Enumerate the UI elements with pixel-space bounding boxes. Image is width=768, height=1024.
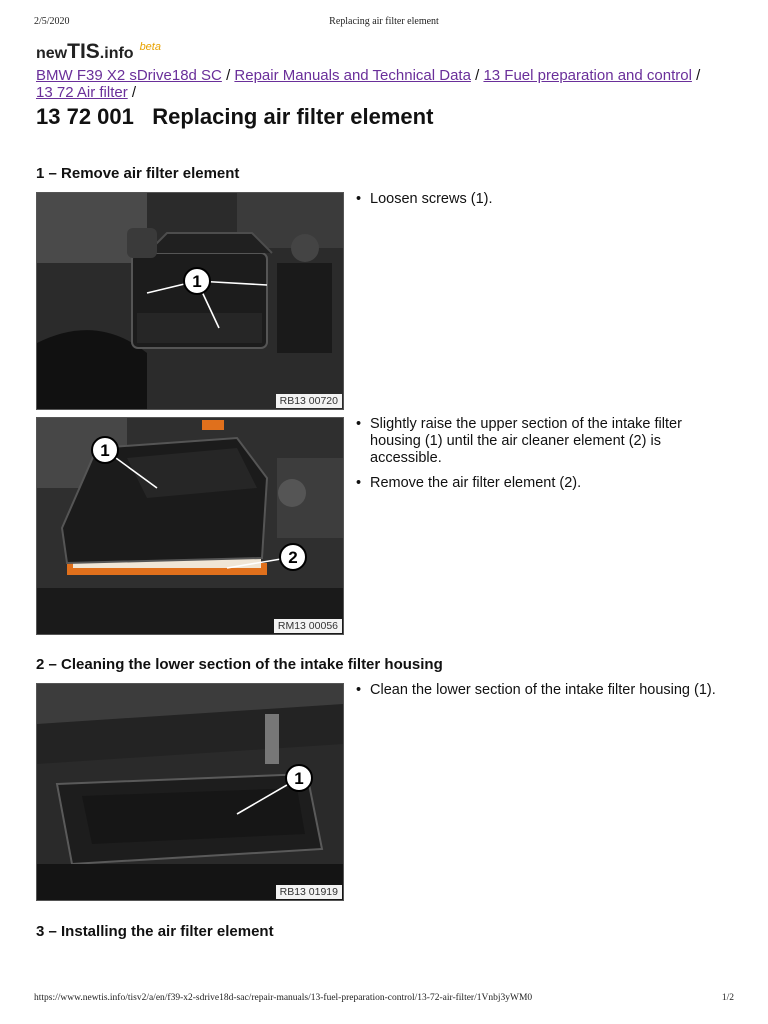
photo-raise-housing: [36, 417, 344, 635]
breadcrumb-separator: /: [475, 67, 480, 84]
image-code: RB13 00720: [276, 394, 342, 408]
instruction-item: • Remove the air filter element (2).: [352, 475, 722, 492]
page-title: 13 72 001 Replacing air filter element: [36, 104, 434, 129]
instruction-item: • Loosen screws (1).: [352, 191, 722, 208]
print-header: [34, 16, 734, 30]
breadcrumb-link-air-filter[interactable]: 13 72 Air filter: [36, 84, 128, 101]
callout-1: 1: [192, 272, 202, 291]
step-instructions-1: [352, 191, 722, 216]
image-code: RB13 01919: [276, 885, 342, 899]
breadcrumb-separator: /: [696, 67, 701, 84]
breadcrumb-separator: /: [131, 84, 137, 101]
instruction-item: • Clean the lower section of the intake filter housing (1).: [352, 682, 722, 699]
engine-bay-illustration: [37, 684, 343, 900]
callout-1: 1: [100, 441, 110, 460]
print-title: Replacing air filter element: [329, 16, 439, 27]
engine-bay-illustration: [37, 418, 343, 634]
site-logo[interactable]: [36, 40, 161, 64]
instruction-item: • Slightly raise the upper section of the intake filter housing (1) until the air cleaner element (2) is accessible.: [352, 416, 722, 467]
photo-remove-screws: [36, 192, 344, 410]
logo-suffix: .info: [99, 45, 134, 62]
image-code: RM13 00056: [274, 619, 342, 633]
print-footer: [34, 993, 734, 1007]
breadcrumb-link-repair-manuals[interactable]: Repair Manuals and Technical Data: [234, 67, 471, 84]
beta-badge: beta: [139, 41, 161, 53]
callout-2: 2: [288, 548, 298, 567]
section-heading-installing: 3 – Installing the air filter element: [36, 923, 274, 940]
photo-lower-housing: [36, 683, 344, 901]
step-instructions-2: [352, 416, 722, 500]
print-date: 2/5/2020: [34, 16, 70, 27]
breadcrumb: [36, 67, 736, 101]
logo-prefix: new: [36, 45, 68, 62]
logo-brand: TIS: [67, 40, 100, 63]
section-heading-cleaning: 2 – Cleaning the lower section of the intake filter housing: [36, 656, 443, 673]
callout-1: 1: [294, 769, 304, 788]
section-heading-remove: 1 – Remove air filter element: [36, 165, 240, 182]
step-instructions-3: [352, 682, 722, 707]
breadcrumb-link-model[interactable]: BMW F39 X2 sDrive18d SC: [36, 67, 222, 84]
breadcrumb-separator: /: [226, 67, 231, 84]
page-number: 1/2: [721, 993, 734, 1003]
print-url: https://www.newtis.info/tisv2/a/en/f39-x2-sdrive18d-sac/repair-manuals/13-fuel-preparation-control/13-72-air-filter/1Vnbj3yWM0: [34, 993, 533, 1003]
breadcrumb-link-fuel-preparation[interactable]: 13 Fuel preparation and control: [483, 67, 692, 84]
engine-bay-illustration: [37, 193, 343, 409]
